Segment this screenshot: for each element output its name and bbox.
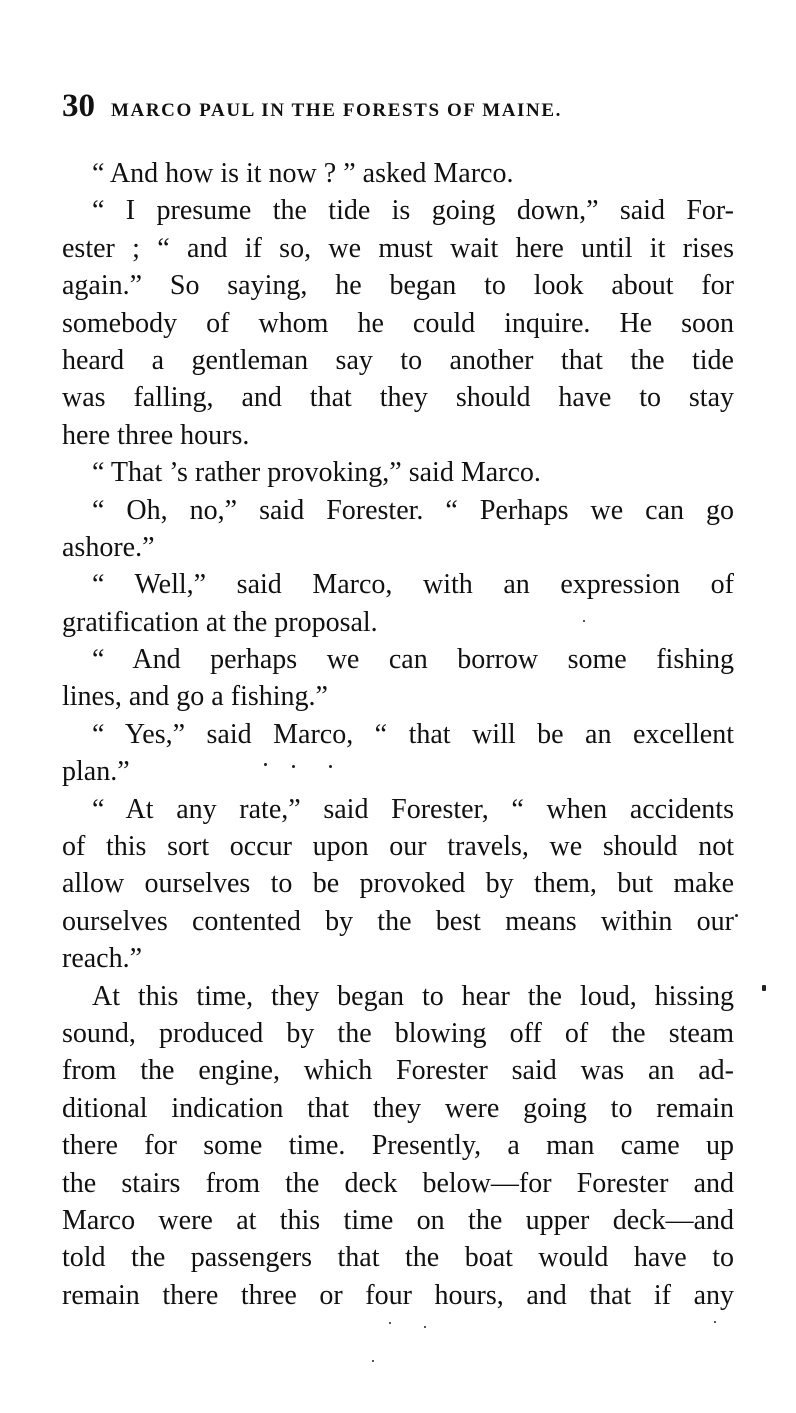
text-line: At this time, they began to hear the loud, hissing [92, 980, 734, 1012]
text-line: from the engine, which Forester said was an ad- [62, 1055, 734, 1087]
text-line: “ Well,” said Marco, with an expression of [92, 569, 734, 601]
body-text [62, 155, 734, 1314]
text-line: reach.” [62, 943, 143, 975]
text-line: “ That ’s rather provoking,” said Marco. [92, 457, 541, 489]
text-line: “ Yes,” said Marco, “ that will be an excellent [92, 718, 734, 750]
text-line: was falling, and that they should have to stay [62, 382, 734, 414]
text-line: plan.” [62, 756, 130, 788]
ink-speck [264, 763, 267, 766]
text-line: ourselves contented by the best means within our [62, 905, 734, 937]
text-line: lines, and go a fishing.” [62, 681, 328, 713]
text-line: “ And perhaps we can borrow some fishing [92, 644, 734, 676]
text-line: ditional indication that they were going to remain [62, 1092, 734, 1124]
page-number: 30 [62, 88, 95, 124]
ink-speck [389, 1322, 391, 1324]
paragraph [62, 454, 734, 491]
text-line: ester ; “ and if so, we must wait here until it rises [62, 232, 734, 264]
text-line: the stairs from the deck below—for Forester and [62, 1167, 734, 1199]
ink-speck [424, 1326, 426, 1328]
text-line: told the passengers that the boat would have to [62, 1242, 734, 1274]
text-line: “ And how is it now ? ” asked Marco. [92, 158, 514, 189]
text-line: somebody of whom he could inquire. He soon [62, 307, 734, 339]
paragraph [62, 716, 734, 791]
text-line: again.” So saying, he began to look about for [62, 270, 734, 302]
text-line: of this sort occur upon our travels, we should not [62, 831, 734, 863]
text-line: “ At any rate,” said Forester, “ when accidents [92, 793, 734, 825]
ink-speck [329, 765, 332, 768]
ink-speck [735, 914, 738, 917]
ink-speck [292, 765, 295, 768]
text-line: heard a gentleman say to another that the tide [62, 344, 734, 376]
text-line: gratification at the proposal. [62, 606, 378, 638]
ink-speck [714, 1321, 716, 1323]
text-line: sound, produced by the blowing off of the steam [62, 1017, 734, 1049]
paragraph [62, 791, 734, 978]
text-line: there for some time. Presently, a man came up [62, 1130, 734, 1162]
paragraph [62, 492, 734, 567]
ink-speck [762, 985, 766, 991]
paragraph [62, 978, 734, 1315]
running-head [62, 88, 742, 128]
text-line: “ Oh, no,” said Forester. “ Perhaps we can go [92, 494, 734, 526]
paragraph [62, 641, 734, 716]
ink-speck [583, 620, 585, 622]
running-title: MARCO PAUL IN THE FORESTS OF MAINE. [111, 100, 562, 121]
text-line: allow ourselves to be provoked by them, but make [62, 868, 734, 900]
text-line: remain there three or four hours, and that if any [62, 1279, 734, 1311]
paragraph [62, 192, 734, 454]
paragraph [62, 155, 734, 192]
text-line: ashore.” [62, 531, 155, 563]
text-line: “ I presume the tide is going down,” said For- [92, 195, 734, 227]
ink-speck [372, 1360, 374, 1362]
paragraph [62, 566, 734, 641]
text-line: Marco were at this time on the upper deck—and [62, 1204, 734, 1236]
text-line: here three hours. [62, 419, 250, 451]
